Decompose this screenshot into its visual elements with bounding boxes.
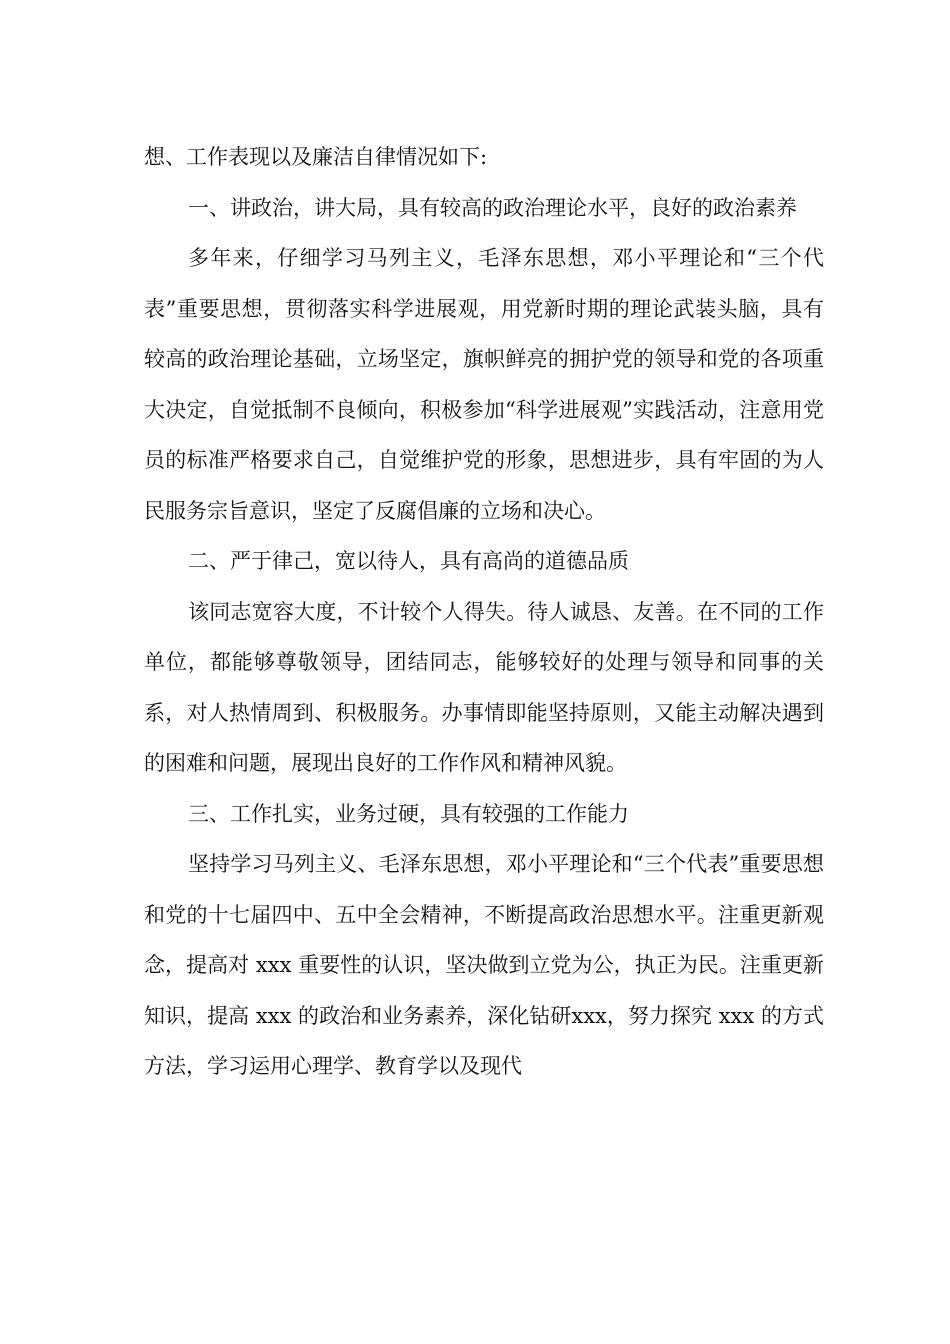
paragraph-section-3: 坚持学习马列主义、毛泽东思想，邓小平理论和“三个代表”重要思想和党的十七届四中、五中全会精神，不断提高政治思想水平。注重更新观念，提高对 xxx 重要性的认识，坚决做到立党为公，执正为民。注重更新知识，提高 xxx 的政治和业务素养，深化钻研xxx，努力探究 xxx 的方式方法，学习运用心理学、教育学以及现代 [144, 852, 824, 1078]
document-body [144, 132, 824, 1092]
section-heading-1: 一、讲政治，讲大局，具有较高的政治理论水平，良好的政治素养 [188, 195, 797, 220]
paragraph-intro: 想、工作表现以及廉洁自律情况如下: [144, 145, 488, 169]
section-heading-2: 二、严于律己，宽以待人，具有高尚的道德品质 [188, 549, 629, 573]
section-heading-3: 三、工作扎实，业务过硬，具有较强的工作能力 [188, 801, 629, 826]
paragraph-section-2: 该同志宽容大度，不计较个人得失。待人诚恳、友善。在不同的工作单位，都能够尊敬领导，团结同志，能够较好的处理与领导和同事的关系，对人热情周到、积极服务。办事情即能坚持原则，又能主动解决遇到的困难和问题，展现出良好的工作作风和精神风貌。 [144, 599, 824, 775]
paragraph-section-1: 多年来，仔细学习马列主义，毛泽东思想，邓小平理论和“三个代表”重要思想，贯彻落实科学进展观，用党新时期的理论武装头脑，具有较高的政治理论基础，立场坚定，旗帜鲜亮的拥护党的领导和党的各项重大决定，自觉抵制不良倾向，积极参加“科学进展观”实践活动，注意用党员的标准严格要求自己，自觉维护党的形象，思想进步，具有牢固的为人民服务宗旨意识，坚定了反腐倡廉的立场和决心。 [144, 246, 824, 523]
